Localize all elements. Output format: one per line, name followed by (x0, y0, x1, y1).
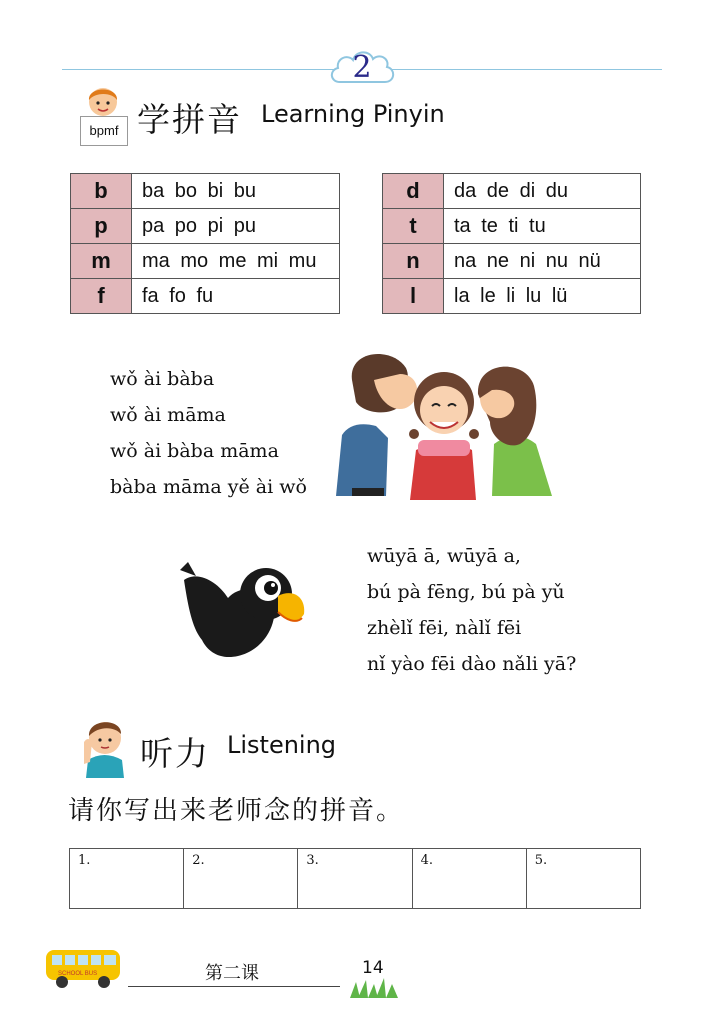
listening-title-en: Listening (227, 731, 337, 759)
verse-line: wǒ ài bàba māma (110, 440, 279, 462)
verse-line: wǒ ài bàba (110, 368, 215, 390)
verse-line: wūyā ā, wūyā a, (367, 545, 521, 567)
bus-label: SCHOOL BUS (58, 971, 98, 977)
initial-cell: m (71, 244, 132, 279)
initial-cell: f (71, 279, 132, 314)
answer-cell[interactable]: 3. (298, 849, 412, 909)
verse-line: bú pà fēng, bú pà yǔ (367, 581, 565, 603)
lesson-number: 2 (352, 50, 372, 85)
listening-instruction: 请你写出来老师念的拼音。 (68, 796, 405, 826)
pinyin-row (383, 279, 641, 314)
syllables-cell: ta te ti tu (444, 209, 641, 244)
listening-boy-icon (78, 716, 130, 780)
syllables-cell: fa fo fu (132, 279, 340, 314)
syllables-cell: ba bo bi bu (132, 174, 340, 209)
pinyin-row (71, 209, 340, 244)
family-kiss-illustration (330, 340, 560, 502)
syllables-cell: da de di du (444, 174, 641, 209)
initial-cell: b (71, 174, 132, 209)
verse-crow (367, 538, 576, 682)
answer-cell[interactable]: 1. (70, 849, 184, 909)
page-number: 14 (362, 958, 384, 978)
answer-cell[interactable]: 5. (526, 849, 640, 909)
verse-family (110, 361, 307, 505)
initial-cell: p (71, 209, 132, 244)
verse-line: bàba māma yě ài wǒ (110, 476, 307, 498)
learning-title-zh: 学拼音 (137, 100, 242, 139)
pinyin-row (71, 174, 340, 209)
crow-illustration (178, 558, 308, 664)
initial-cell: l (383, 279, 444, 314)
verse-line: zhèlǐ fēi, nàlǐ fēi (367, 617, 522, 639)
syllables-cell: na ne ni nu nü (444, 244, 641, 279)
learning-title-en: Learning Pinyin (261, 100, 445, 128)
pinyin-row (383, 209, 641, 244)
syllables-cell: pa po pi pu (132, 209, 340, 244)
school-bus-icon (44, 944, 124, 990)
initial-cell: d (383, 174, 444, 209)
footer-lesson-label: 第二课 (205, 963, 259, 984)
footer-rule (128, 986, 340, 987)
listening-title-zh: 听力 (140, 734, 210, 773)
answer-table (69, 848, 641, 909)
initial-cell: n (383, 244, 444, 279)
pinyin-table-right (382, 173, 641, 314)
pinyin-table-left (70, 173, 340, 314)
answer-cell[interactable]: 2. (184, 849, 298, 909)
syllables-cell: ma mo me mi mu (132, 244, 340, 279)
bpmf-sign: bpmf (80, 116, 128, 146)
syllables-cell: la le li lu lü (444, 279, 641, 314)
answer-cell[interactable]: 4. (412, 849, 526, 909)
pinyin-row (71, 279, 340, 314)
initial-cell: t (383, 209, 444, 244)
pinyin-row (71, 244, 340, 279)
verse-line: nǐ yào fēi dào nǎli yā? (367, 653, 577, 675)
grass-icon (348, 978, 400, 998)
pinyin-row (383, 244, 641, 279)
pinyin-row (383, 174, 641, 209)
verse-line: wǒ ài māma (110, 404, 226, 426)
